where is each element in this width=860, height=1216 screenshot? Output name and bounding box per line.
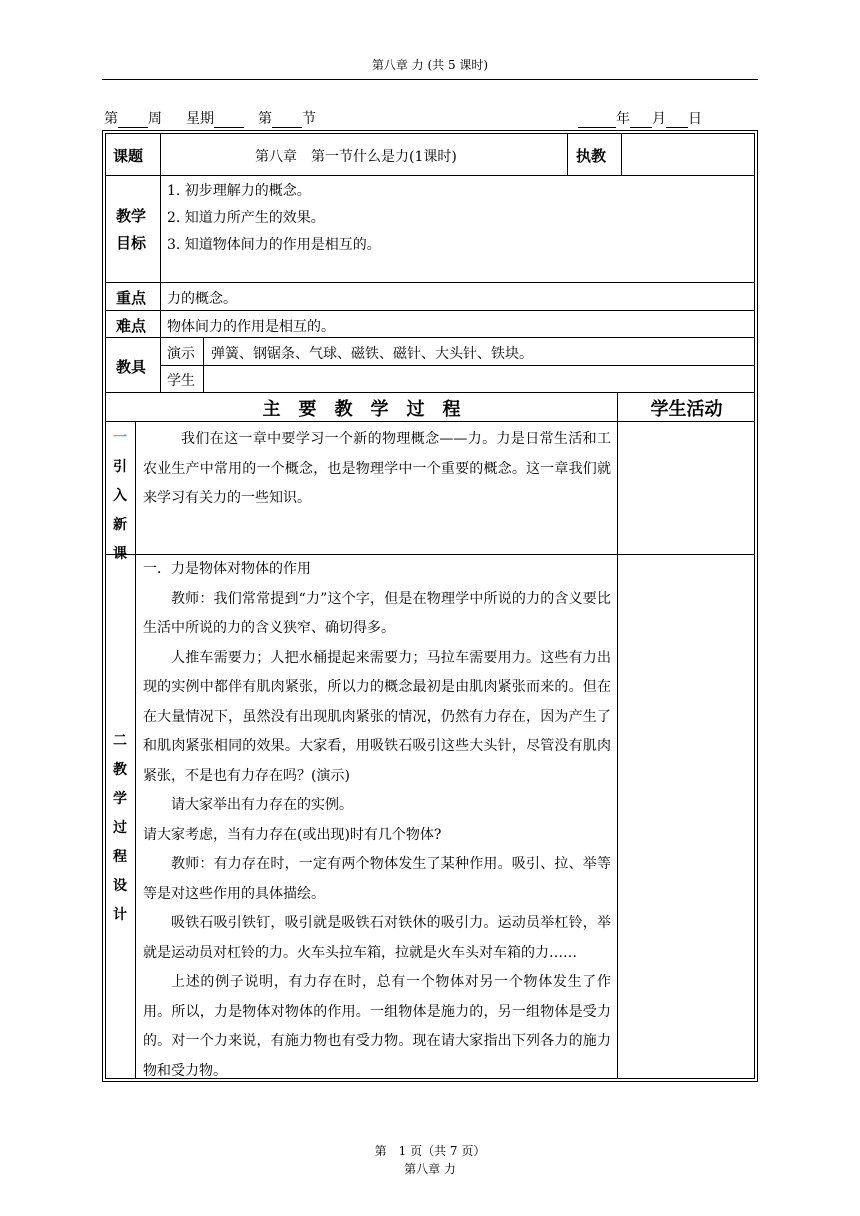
row-divider [105,282,755,283]
page-number: 第 1 页（共 7 页） [374,1144,486,1158]
student-activity-cell[interactable] [618,422,755,553]
weekday-label: 星期 [186,111,214,127]
section1-text: 我们在这一章中要学习一个新的物理概念——力。力是日常生活和工农业生产中常用的一个概念，也是物理学中一个重要的概念。这一章我们就来学习有关力的一些知识。 [143,431,611,506]
weekday-blank[interactable] [214,112,244,128]
lesson-topic: 第八章 第一节什么是力(1课时) [255,149,457,165]
row-divider [105,175,755,176]
section2-text [143,555,611,1086]
day-blank[interactable] [666,112,688,128]
key-point: 力的概念。 [167,291,237,307]
date-line [578,108,702,128]
col-divider [135,421,136,1079]
paragraph: 请大家考虑，当有力存在(或出现)时有几个物体? [143,826,442,843]
topic-label: 课题 [113,147,144,165]
paragraph: 请大家举出有力存在的实例。 [171,797,353,813]
week-prefix: 第 [104,111,118,127]
footer-chapter: 第八章 力 [404,1162,456,1176]
day-label: 日 [688,111,702,127]
demo-items: 弹簧、钢锯条、气球、磁铁、磁针、大头针、铁块。 [211,346,533,362]
paragraph: 教师：我们常常提到“力”这个字，但是在物理学中所说的力的含义要比生活中所说的力的含义狭窄、确切得多。 [143,590,611,636]
student-materials-label: 学生 [167,373,195,389]
objectives-label: 目标 [116,234,147,252]
materials-label: 教具 [116,358,147,376]
main-process-header: 主 要 教 学 过 程 [262,399,461,420]
paragraph: 教师：有力存在时，一定有两个物体发生了某种作用。吸引、拉、举等等是对这些作用的具体描绘。 [143,856,611,902]
demo-label: 演示 [167,346,195,362]
row-divider [105,392,755,393]
paragraph: 上述的例子说明，有力存在时，总有一个物体对另一个物体发生了作用。所以，力是物体对物体的作用。一组物体是施力的，另一组物体是受力的。对一个力来说，有施力物也有受力物。现在请大家指出下列各力的施力物和受力物。 [143,974,611,1079]
col-divider [203,337,204,392]
row-divider [160,365,755,366]
paragraph: 人推车需要力；人把水桶提起来需要力；马拉车需要用力。这些有力出现的实例中都伴有肌肉紧张，所以力的概念最初是由肌肉紧张而来的。但在在大量情况下，虽然没有出现肌肉紧张的情况，仍然有力存在，因为产生了和肌肉紧张相同的效果。大家看，用吸铁石吸引这些大头针，尽管没有肌肉紧张，不是也有力存在吗？(演示) [143,649,611,784]
key-point-label: 重点 [116,289,147,307]
period-suffix: 节 [302,111,316,127]
period-blank[interactable] [272,112,302,128]
year-blank[interactable] [578,112,616,128]
difficulty: 物体间力的作用是相互的。 [167,319,335,335]
header-divider [102,79,758,80]
page-header: 第八章 力 (共 5 课时) [371,58,489,72]
col-divider [567,133,568,175]
month-blank[interactable] [630,112,652,128]
year-label: 年 [616,111,630,127]
difficulty-label: 难点 [116,317,147,335]
col-divider [160,133,161,392]
section2-heading: 一．力是物体对物体的作用 [143,561,311,577]
section1-label: 一 引 入 新 课 [113,430,127,562]
row-divider [105,310,755,311]
week-blank[interactable] [118,112,148,128]
month-label: 月 [652,111,666,127]
objective-item: 1. 初步理解力的概念。 [167,183,311,199]
objective-item: 3. 知道物体间力的作用是相互的。 [167,237,381,253]
teacher-field[interactable] [622,134,754,174]
week-suffix: 周 [148,111,162,127]
objectives-label: 教学 [116,207,147,225]
teacher-label: 执教 [576,147,607,165]
paragraph: 吸铁石吸引铁钉，吸引就是吸铁石对铁休的吸引力。运动员举杠铃，举就是运动员对杠铃的力。火车头拉车箱，拉就是火车头对车箱的力…… [143,915,611,961]
objective-item: 2. 知道力所产生的效果。 [167,210,325,226]
student-activity-cell[interactable] [618,555,755,1078]
week-period-line [104,108,316,128]
section2-label: 二 教 学 过 程 设 计 [113,733,127,923]
period-prefix: 第 [258,111,272,127]
student-activity-header: 学生活动 [650,399,723,420]
